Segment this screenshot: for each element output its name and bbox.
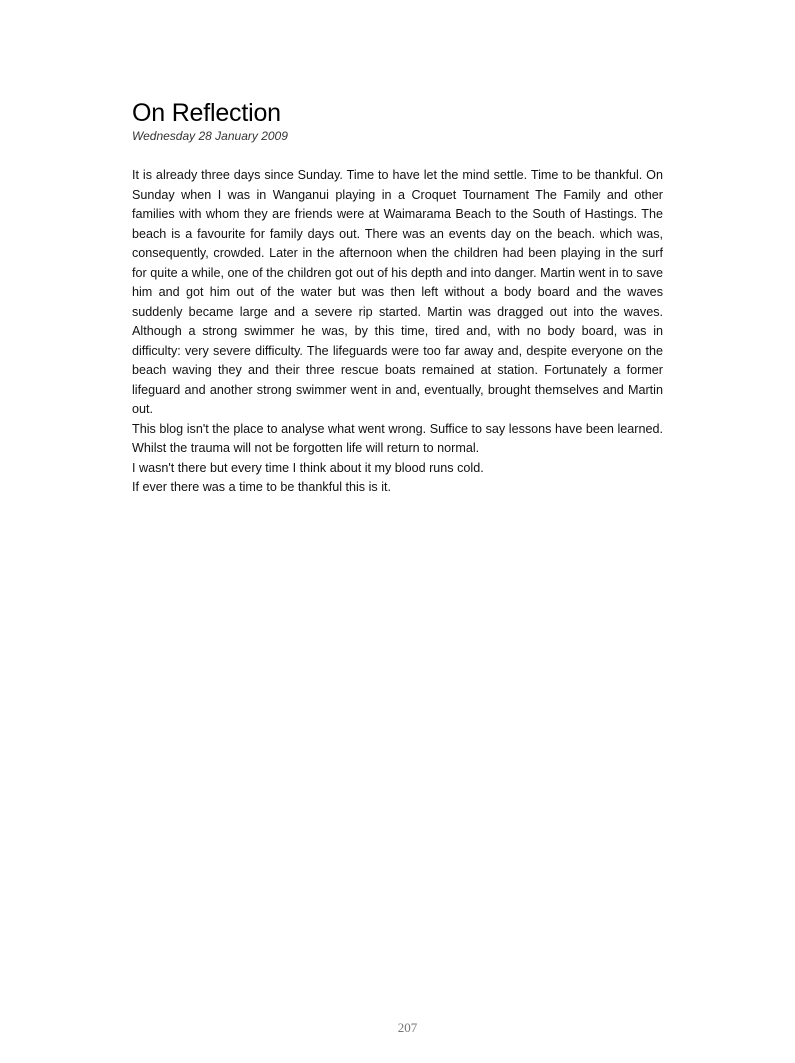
paragraph: This blog isn't the place to analyse what went wrong. Suffice to say lessons have been learned. Whilst the trauma will not be forgotten life will return to normal. [132,421,663,455]
paragraph: It is already three days since Sunday. Time to have let the mind settle. Time to be thankful. On Sunday when I was in Wanganui playing in a Croquet Tournament The Family and other families with whom they are friends were at Waimarama Beach to the South of Hastings. The beach is a favourite for family days out. There was an events day on the beach. which was, consequently, crowded. Later in the afternoon when the children had been playing in the surf for quite a while, one of the children got out of his depth and into danger. Martin went in to save him and got him out of the water but was then left without a body board and the waves suddenly became large and a severe rip started. Martin was dragged out into the waves. Although a strong swimmer he was, by this time, tired and, with no body board, was in difficulty: very severe difficulty. The lifeguards were too far away and, despite everyone on the beach waving they and their three rescue boats remained at station. Fortunately a former lifeguard and another strong swimmer went in and, eventually, brought themselves and Martin out. [132,168,663,416]
post-title: On Reflection [132,99,281,127]
page-number: 207 [397,1020,418,1035]
post-body [132,166,663,498]
paragraph: I wasn't there but every time I think about it my blood runs cold. [132,460,484,475]
paragraph: If ever there was a time to be thankful this is it. [132,480,391,494]
post-date: Wednesday 28 January 2009 [132,129,288,143]
blog-post [132,97,663,498]
